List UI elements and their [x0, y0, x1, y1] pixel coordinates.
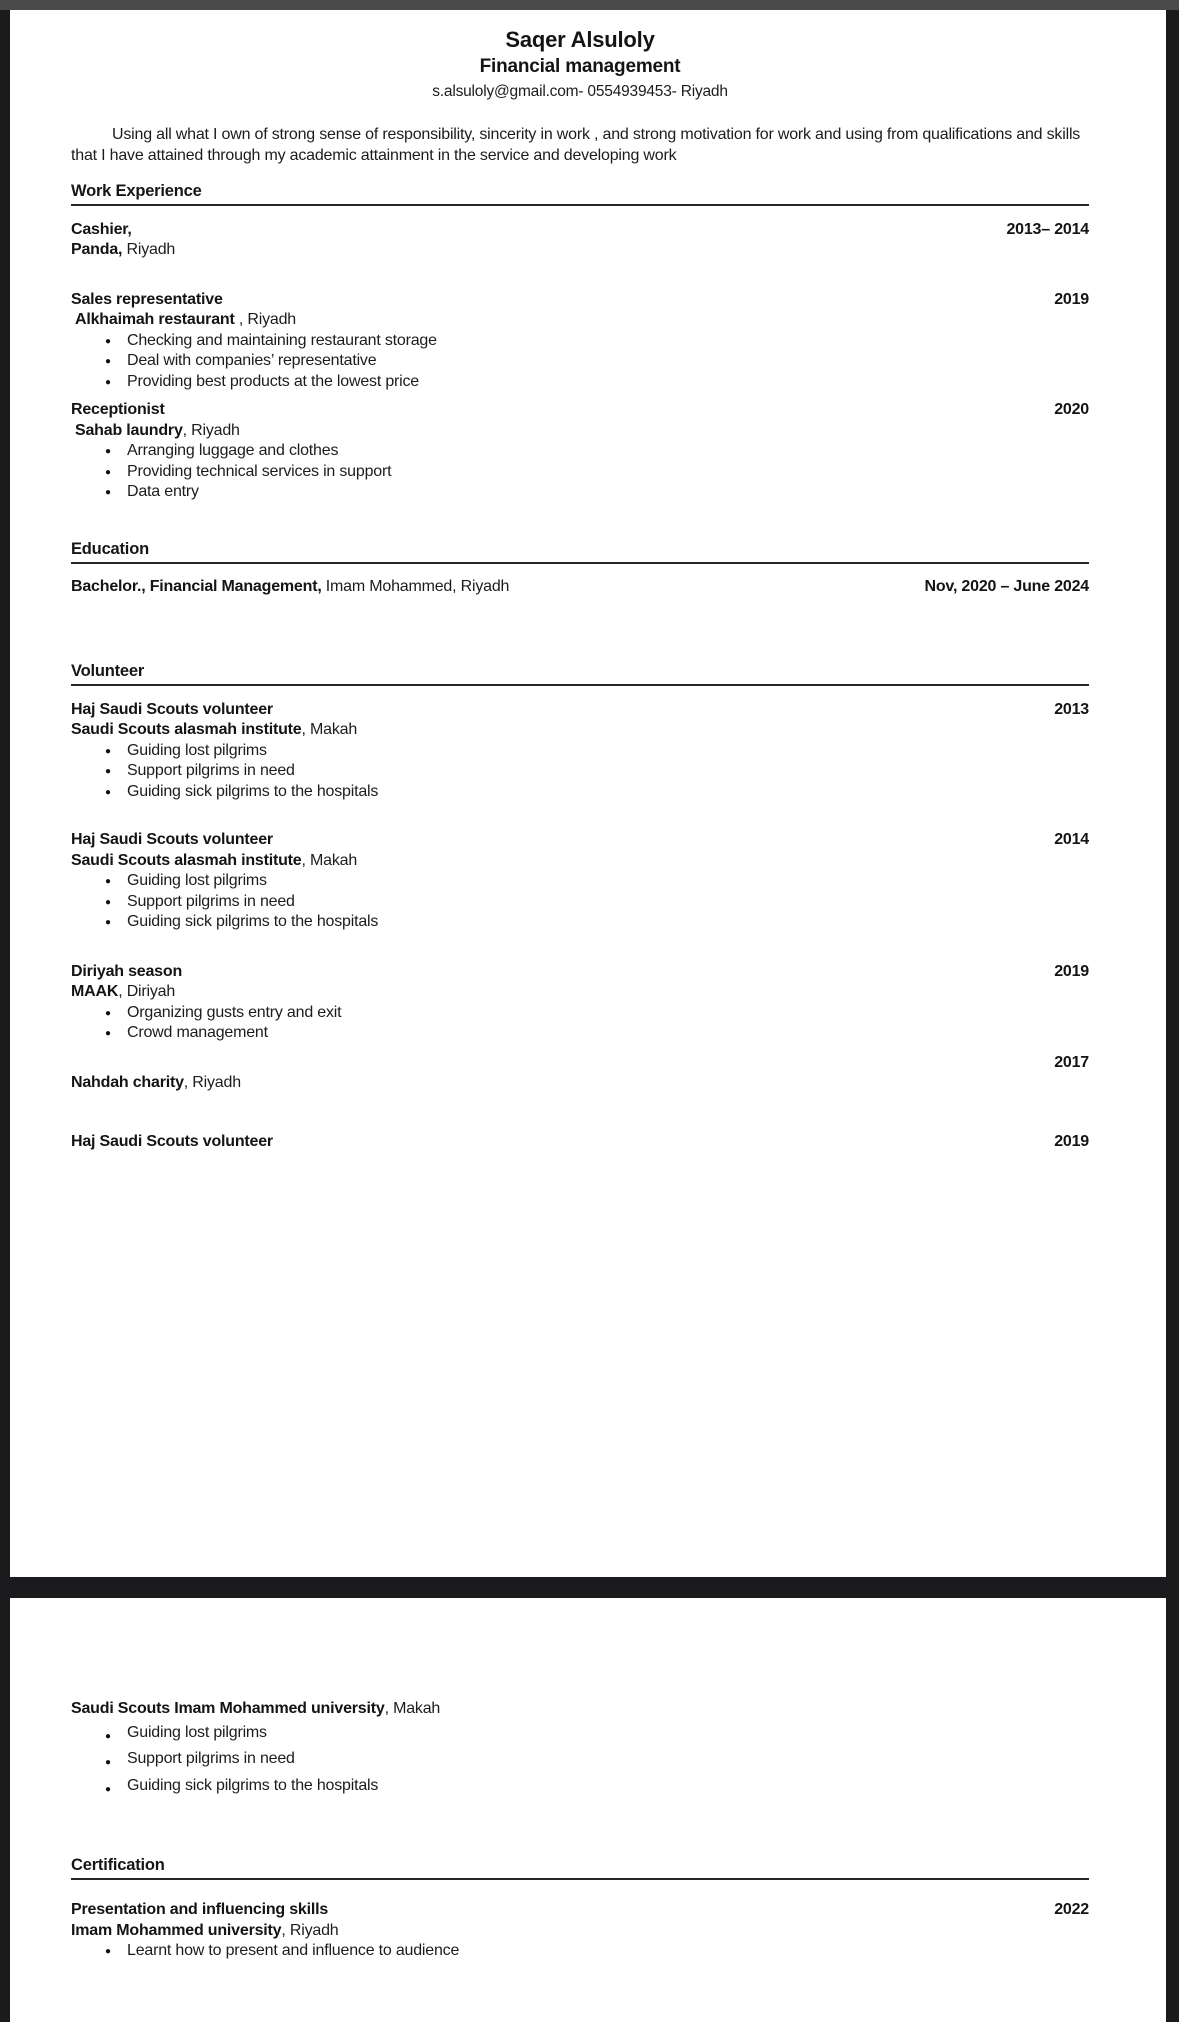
entry-org-location: , Makah	[384, 1700, 441, 1717]
bullet-item: ● Support pilgrims in need	[127, 761, 1089, 782]
entry-org: Nahdah charity	[71, 1074, 184, 1092]
degree-title: Bachelor., Financial Management,	[71, 578, 322, 596]
entry-org-location: , Riyadh	[234, 311, 296, 329]
section-heading-volunteer: Volunteer	[71, 662, 1089, 686]
entry-org-location: , Makah	[301, 721, 358, 739]
section-heading-education: Education	[71, 540, 1089, 564]
volunteer-entry	[71, 1053, 1089, 1094]
entry-title: Receptionist	[71, 401, 165, 419]
entry-date: 2013	[1054, 700, 1089, 718]
bullet-item: ● Providing best products at the lowest price	[127, 372, 1089, 393]
volunteer-entry	[71, 962, 1089, 1044]
bullet-item: ● Guiding sick pilgrims to the hospitals	[127, 912, 1089, 933]
bullet-item: ● Crowd management	[127, 1023, 1089, 1044]
entry-title: Sales representative	[71, 290, 223, 308]
person-title: Financial management	[479, 56, 681, 77]
bullet-item: ● Arranging luggage and clothes	[127, 441, 1089, 462]
entry-date: 2017	[1054, 1053, 1089, 1071]
bullet-item: ● Guiding lost pilgrims	[127, 871, 1089, 892]
bullet-item: ● Guiding lost pilgrims	[127, 1720, 1089, 1747]
entry-org-location: , Riyadh	[183, 1074, 241, 1092]
entry-date: 2013– 2014	[1006, 220, 1089, 238]
entry-org: Imam Mohammed university	[71, 1921, 282, 1939]
document-header	[71, 10, 1089, 101]
entry-date: 2022	[1054, 1901, 1089, 1918]
bullet-item: ● Guiding lost pilgrims	[127, 741, 1089, 762]
degree-line	[71, 577, 509, 598]
education-entry	[71, 577, 1089, 598]
bullet-item: ● Deal with companies’ representative	[127, 351, 1089, 372]
work-entry	[71, 400, 1089, 503]
volunteer-entry	[71, 1132, 1089, 1153]
entry-org-location: , Makah	[301, 851, 358, 869]
bullet-item: ● Support pilgrims in need	[127, 892, 1089, 913]
entry-title: Haj Saudi Scouts volunteer	[71, 700, 273, 718]
volunteer-entry-continued	[71, 1699, 1089, 1799]
entry-date: 2019	[1054, 1132, 1089, 1150]
bullet-item: ● Organizing gusts entry and exit	[127, 1003, 1089, 1024]
bullet-item: ● Providing technical services in support	[127, 462, 1089, 483]
viewer-top-bar	[0, 0, 1179, 10]
resume-page-1	[10, 10, 1166, 1577]
entry-title: Diriyah season	[71, 962, 183, 980]
entry-date: 2014	[1054, 831, 1089, 849]
entry-date: 2020	[1054, 401, 1089, 419]
entry-org-location: , Riyadh	[281, 1921, 339, 1939]
resume-page-2	[10, 1598, 1166, 2022]
entry-title: Haj Saudi Scouts volunteer	[71, 831, 273, 849]
entry-org: Saudi Scouts alasmah institute	[71, 721, 302, 739]
bullet-item: ● Support pilgrims in need	[127, 1746, 1089, 1773]
bullet-item: ● Guiding sick pilgrims to the hospitals	[127, 1773, 1089, 1800]
entry-org-location: , Diriyah	[118, 983, 176, 1001]
entry-org: Saudi Scouts alasmah institute	[71, 851, 302, 869]
work-entry	[71, 290, 1089, 393]
entry-org-location: Riyadh	[122, 241, 176, 259]
bullet-item: ● Data entry	[127, 482, 1089, 503]
section-heading-certification: Certification	[71, 1856, 1089, 1880]
entry-date: 2019	[1054, 290, 1089, 308]
work-entry	[71, 220, 1089, 261]
summary-paragraph: Using all what I own of strong sense of responsibility, sincerity in work , and strong motivation for work and using from qualifications and skills that I have attained through my academic attainment in the service and developing work	[71, 126, 1081, 164]
entry-org-location: , Riyadh	[182, 421, 240, 439]
entry-title: Haj Saudi Scouts volunteer	[71, 1132, 273, 1150]
bullet-item: ● Checking and maintaining restaurant storage	[127, 331, 1089, 352]
bullet-item: ● Guiding sick pilgrims to the hospitals	[127, 782, 1089, 803]
volunteer-entry	[71, 700, 1089, 803]
bullet-item: ● Learnt how to present and influence to audience	[127, 1941, 1089, 1962]
entry-title: Cashier,	[71, 220, 132, 238]
entry-org: Alkhaimah restaurant	[75, 311, 235, 329]
entry-title: Presentation and influencing skills	[71, 1901, 329, 1918]
entry-org: Sahab laundry	[75, 421, 183, 439]
degree-school: Imam Mohammed, Riyadh	[321, 578, 510, 596]
section-heading-work-experience: Work Experience	[71, 182, 1089, 206]
certification-entry	[71, 1900, 1089, 1962]
volunteer-entry	[71, 830, 1089, 933]
person-name: Saqer Alsuloly	[505, 27, 655, 52]
entry-org: MAAK	[71, 983, 119, 1001]
contact-line: s.alsuloly@gmail.com- 0554939453- Riyadh	[432, 83, 728, 100]
entry-org: Panda,	[71, 241, 123, 259]
education-date: Nov, 2020 – June 2024	[924, 578, 1089, 596]
entry-date: 2019	[1054, 962, 1089, 980]
entry-org: Saudi Scouts Imam Mohammed university	[71, 1700, 385, 1717]
